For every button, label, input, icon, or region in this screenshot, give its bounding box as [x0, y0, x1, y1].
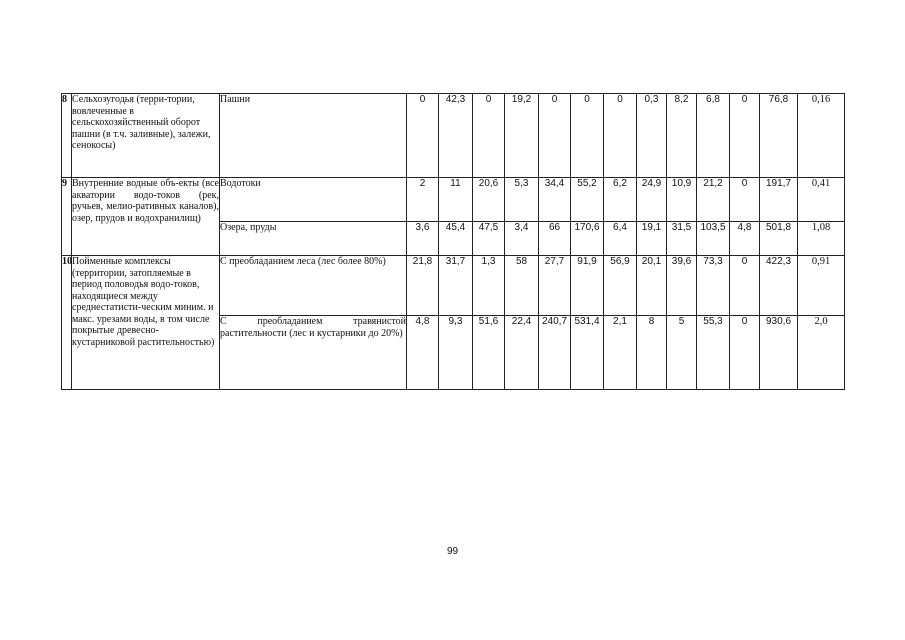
- value-cell: 501,8: [760, 222, 798, 256]
- value-cell: 2,1: [604, 316, 637, 390]
- value-cell: 0: [407, 94, 439, 178]
- table-row: [62, 178, 845, 222]
- subcategory-cell: С преобладанием травянистой растительности (лес и кустарники до 20%): [220, 316, 407, 390]
- value-cell: 2: [407, 178, 439, 222]
- table-row: [62, 256, 845, 316]
- value-cell: 19,1: [637, 222, 667, 256]
- value-cell: 39,6: [667, 256, 697, 316]
- value-cell: 5: [667, 316, 697, 390]
- value-cell: 58: [505, 256, 539, 316]
- category-cell: Пойменные комплексы (территории, затопляемые в период половодья водо-токов, находящиеся между среднестатисти-ческим миним. и макс. урезами воды, в том числе покрытые древесно-кустарниковой растительностью): [72, 256, 220, 390]
- value-cell: 6,2: [604, 178, 637, 222]
- category-cell: Сельхозугодья (терри-тории, вовлеченные в сельскохозяйственный оборот пашни (в т.ч. заливные), залежи, сенокосы): [72, 94, 220, 178]
- ratio-cell: 2,0: [798, 316, 845, 390]
- value-cell: 47,5: [473, 222, 505, 256]
- row-number: 10: [62, 256, 72, 390]
- value-cell: 0: [730, 94, 760, 178]
- subcategory-cell: Водотоки: [220, 178, 407, 222]
- table-row: [62, 94, 845, 178]
- category-cell: Внутренние водные объ-екты (все акватории водо-токов (рек, ручьев, мелио-ративных каналов), озер, прудов и водохранилищ): [72, 178, 220, 256]
- row-number: 9: [62, 178, 72, 256]
- value-cell: 20,6: [473, 178, 505, 222]
- value-cell: 76,8: [760, 94, 798, 178]
- value-cell: 21,8: [407, 256, 439, 316]
- value-cell: 91,9: [571, 256, 604, 316]
- value-cell: 55,3: [697, 316, 730, 390]
- value-cell: 5,3: [505, 178, 539, 222]
- value-cell: 0: [730, 256, 760, 316]
- ratio-cell: 0,41: [798, 178, 845, 222]
- subcategory-cell: С преобладанием леса (лес более 80%): [220, 256, 407, 316]
- land-use-table: [61, 93, 845, 390]
- value-cell: 3,6: [407, 222, 439, 256]
- value-cell: 31,5: [667, 222, 697, 256]
- value-cell: 51,6: [473, 316, 505, 390]
- value-cell: 3,4: [505, 222, 539, 256]
- value-cell: 240,7: [539, 316, 571, 390]
- value-cell: 45,4: [439, 222, 473, 256]
- value-cell: 0: [571, 94, 604, 178]
- value-cell: 21,2: [697, 178, 730, 222]
- value-cell: 4,8: [407, 316, 439, 390]
- value-cell: 11: [439, 178, 473, 222]
- value-cell: 170,6: [571, 222, 604, 256]
- ratio-cell: 0,16: [798, 94, 845, 178]
- value-cell: 20,1: [637, 256, 667, 316]
- value-cell: 6,8: [697, 94, 730, 178]
- value-cell: 22,4: [505, 316, 539, 390]
- table-body: [62, 94, 845, 390]
- value-cell: 34,4: [539, 178, 571, 222]
- value-cell: 930,6: [760, 316, 798, 390]
- value-cell: 0: [730, 178, 760, 222]
- value-cell: 0: [730, 316, 760, 390]
- value-cell: 0: [473, 94, 505, 178]
- value-cell: 103,5: [697, 222, 730, 256]
- value-cell: 24,9: [637, 178, 667, 222]
- subcategory-cell: Пашни: [220, 94, 407, 178]
- page-number: 99: [446, 546, 459, 557]
- value-cell: 73,3: [697, 256, 730, 316]
- value-cell: 4,8: [730, 222, 760, 256]
- value-cell: 8: [637, 316, 667, 390]
- value-cell: 10,9: [667, 178, 697, 222]
- value-cell: 6,4: [604, 222, 637, 256]
- value-cell: 42,3: [439, 94, 473, 178]
- value-cell: 0: [539, 94, 571, 178]
- row-number: 8: [62, 94, 72, 178]
- value-cell: 191,7: [760, 178, 798, 222]
- value-cell: 9,3: [439, 316, 473, 390]
- ratio-cell: 0,91: [798, 256, 845, 316]
- value-cell: 27,7: [539, 256, 571, 316]
- value-cell: 422,3: [760, 256, 798, 316]
- value-cell: 19,2: [505, 94, 539, 178]
- value-cell: 66: [539, 222, 571, 256]
- value-cell: 55,2: [571, 178, 604, 222]
- value-cell: 0: [604, 94, 637, 178]
- value-cell: 531,4: [571, 316, 604, 390]
- subcategory-cell: Озера, пруды: [220, 222, 407, 256]
- ratio-cell: 1,08: [798, 222, 845, 256]
- value-cell: 0,3: [637, 94, 667, 178]
- value-cell: 31,7: [439, 256, 473, 316]
- value-cell: 1,3: [473, 256, 505, 316]
- value-cell: 56,9: [604, 256, 637, 316]
- value-cell: 8,2: [667, 94, 697, 178]
